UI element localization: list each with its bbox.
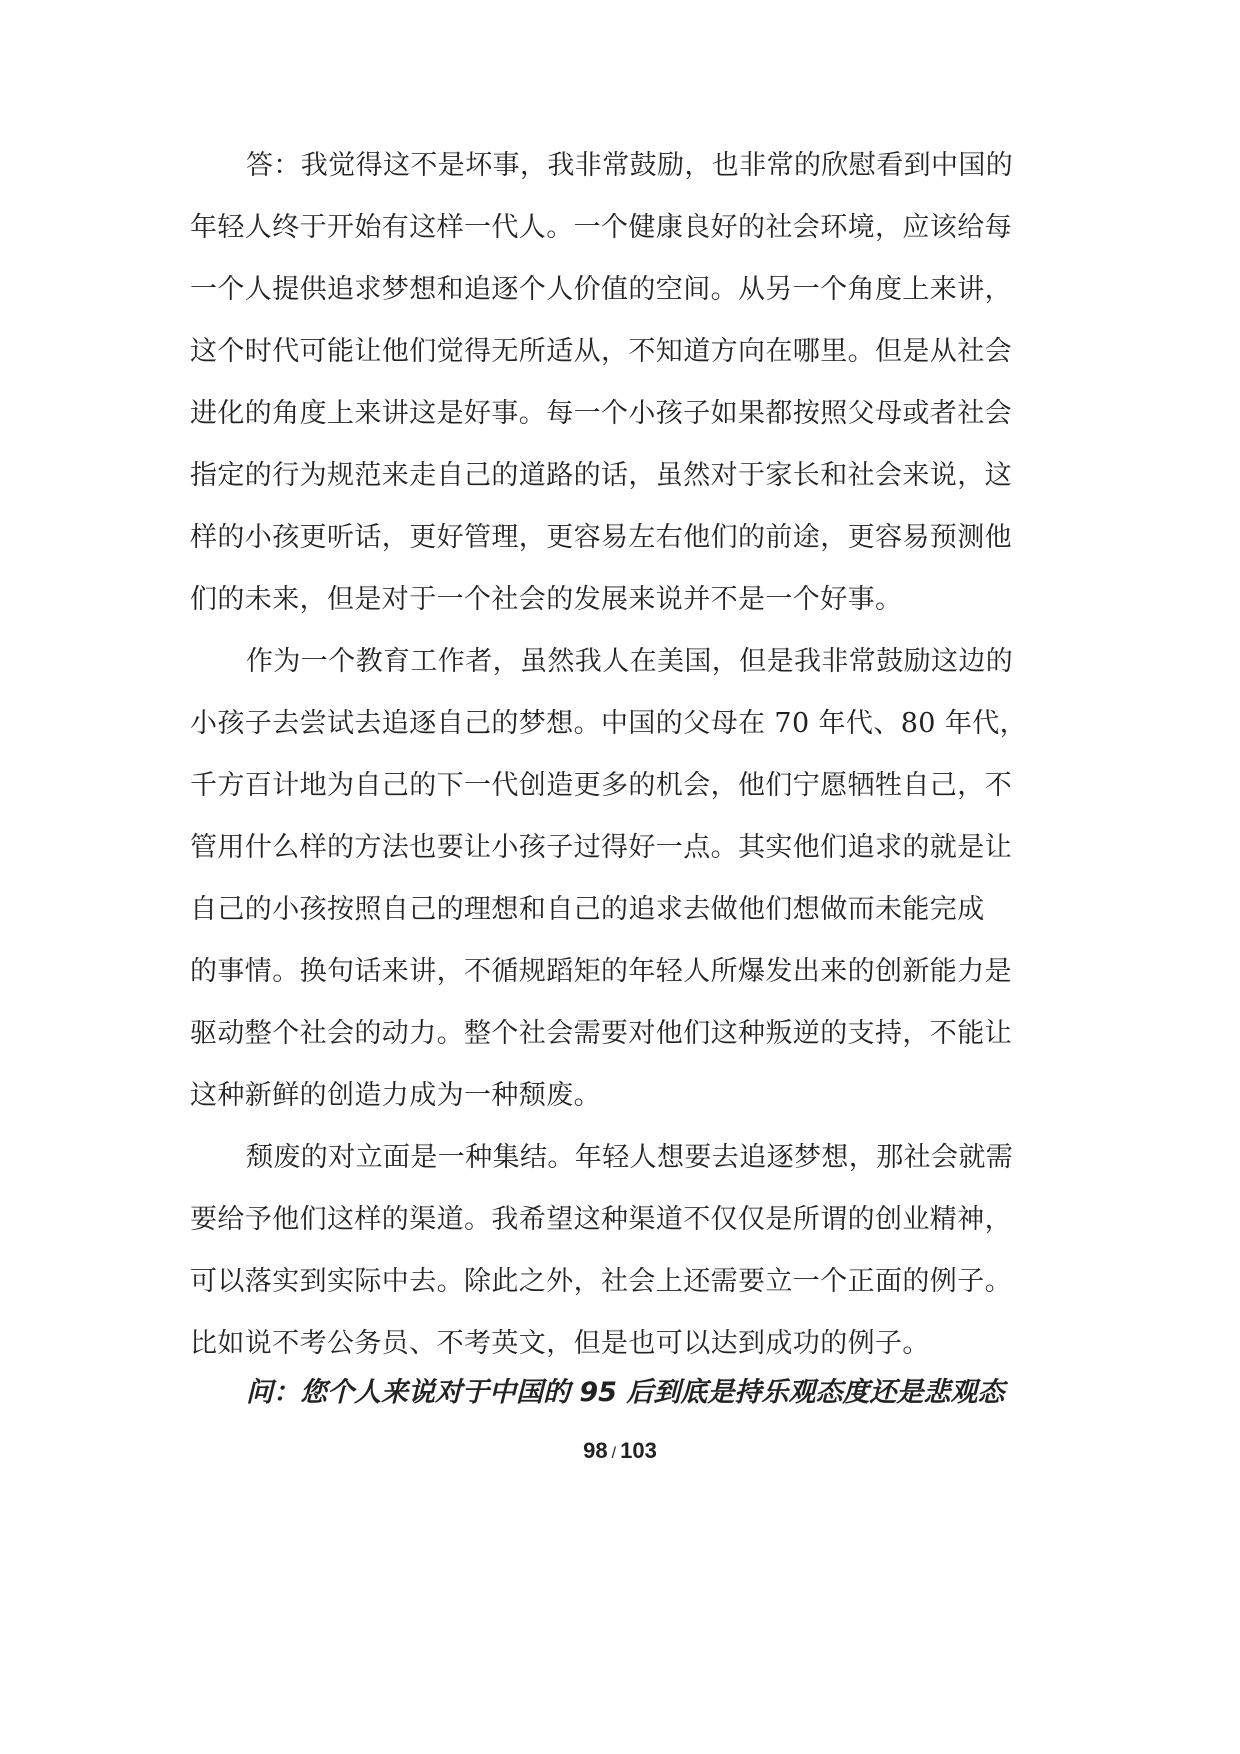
page-number [0, 1436, 1240, 1469]
text-line: 指定的行为规范来走自己的道路的话，虽然对于家长和社会来说，这 [190, 460, 1012, 491]
text-line: 样的小孩更听话，更好管理，更容易左右他们的前途，更容易预测他 [190, 522, 1012, 553]
current-page-number: 98 [583, 1438, 608, 1463]
text-line: 比如说不考公务员、不考英文，但是也可以达到成功的例子。 [190, 1328, 930, 1359]
text-line: 一个人提供追求梦想和追逐个人价值的空间。从另一个角度上来讲， [190, 274, 1012, 305]
text-line: 自己的小孩按照自己的理想和自己的追求去做他们想做而未能完成 [190, 894, 985, 925]
total-pages-number: 103 [620, 1438, 657, 1463]
text-line: 颓废的对立面是一种集结。年轻人想要去追逐梦想，那社会就需 [246, 1142, 1014, 1173]
text-line: 要给予他们这样的渠道。我希望这种渠道不仅仅是所谓的创业精神， [190, 1204, 1012, 1235]
text-line: 年轻人终于开始有这样一代人。一个健康良好的社会环境，应该给每 [190, 212, 1012, 243]
text-line: 这个时代可能让他们觉得无所适从，不知道方向在哪里。但是从社会 [190, 336, 1012, 367]
text-line: 作为一个教育工作者，虽然我人在美国，但是我非常鼓励这边的 [246, 646, 1014, 677]
text-line: 进化的角度上来讲这是好事。每一个小孩子如果都按照父母或者社会 [190, 398, 1012, 429]
question-heading: 问：您个人来说对于中国的 95 后到底是持乐观态度还是悲观态 [246, 1377, 1005, 1408]
text-line: 驱动整个社会的动力。整个社会需要对他们这种叛逆的支持，不能让 [190, 1018, 1012, 1049]
text-line: 千方百计地为自己的下一代创造更多的机会，他们宁愿牺牲自己，不 [190, 770, 1012, 801]
text-line: 可以落实到实际中去。除此之外，社会上还需要立一个正面的例子。 [190, 1266, 1012, 1297]
text-line: 小孩子去尝试去追逐自己的梦想。中国的父母在 70 年代、80 年代， [190, 708, 1028, 739]
text-line: 管用什么样的方法也要让小孩子过得好一点。其实他们追求的就是让 [190, 832, 1012, 863]
text-line: 们的未来，但是对于一个社会的发展来说并不是一个好事。 [190, 584, 903, 615]
text-line: 这种新鲜的创造力成为一种颓废。 [190, 1080, 601, 1111]
text-line: 答：我觉得这不是坏事，我非常鼓励，也非常的欣慰看到中国的 [246, 150, 1014, 181]
page-number-separator: / [611, 1445, 617, 1462]
text-line: 的事情。换句话来讲，不循规蹈矩的年轻人所爆发出来的创新能力是 [190, 956, 1012, 987]
